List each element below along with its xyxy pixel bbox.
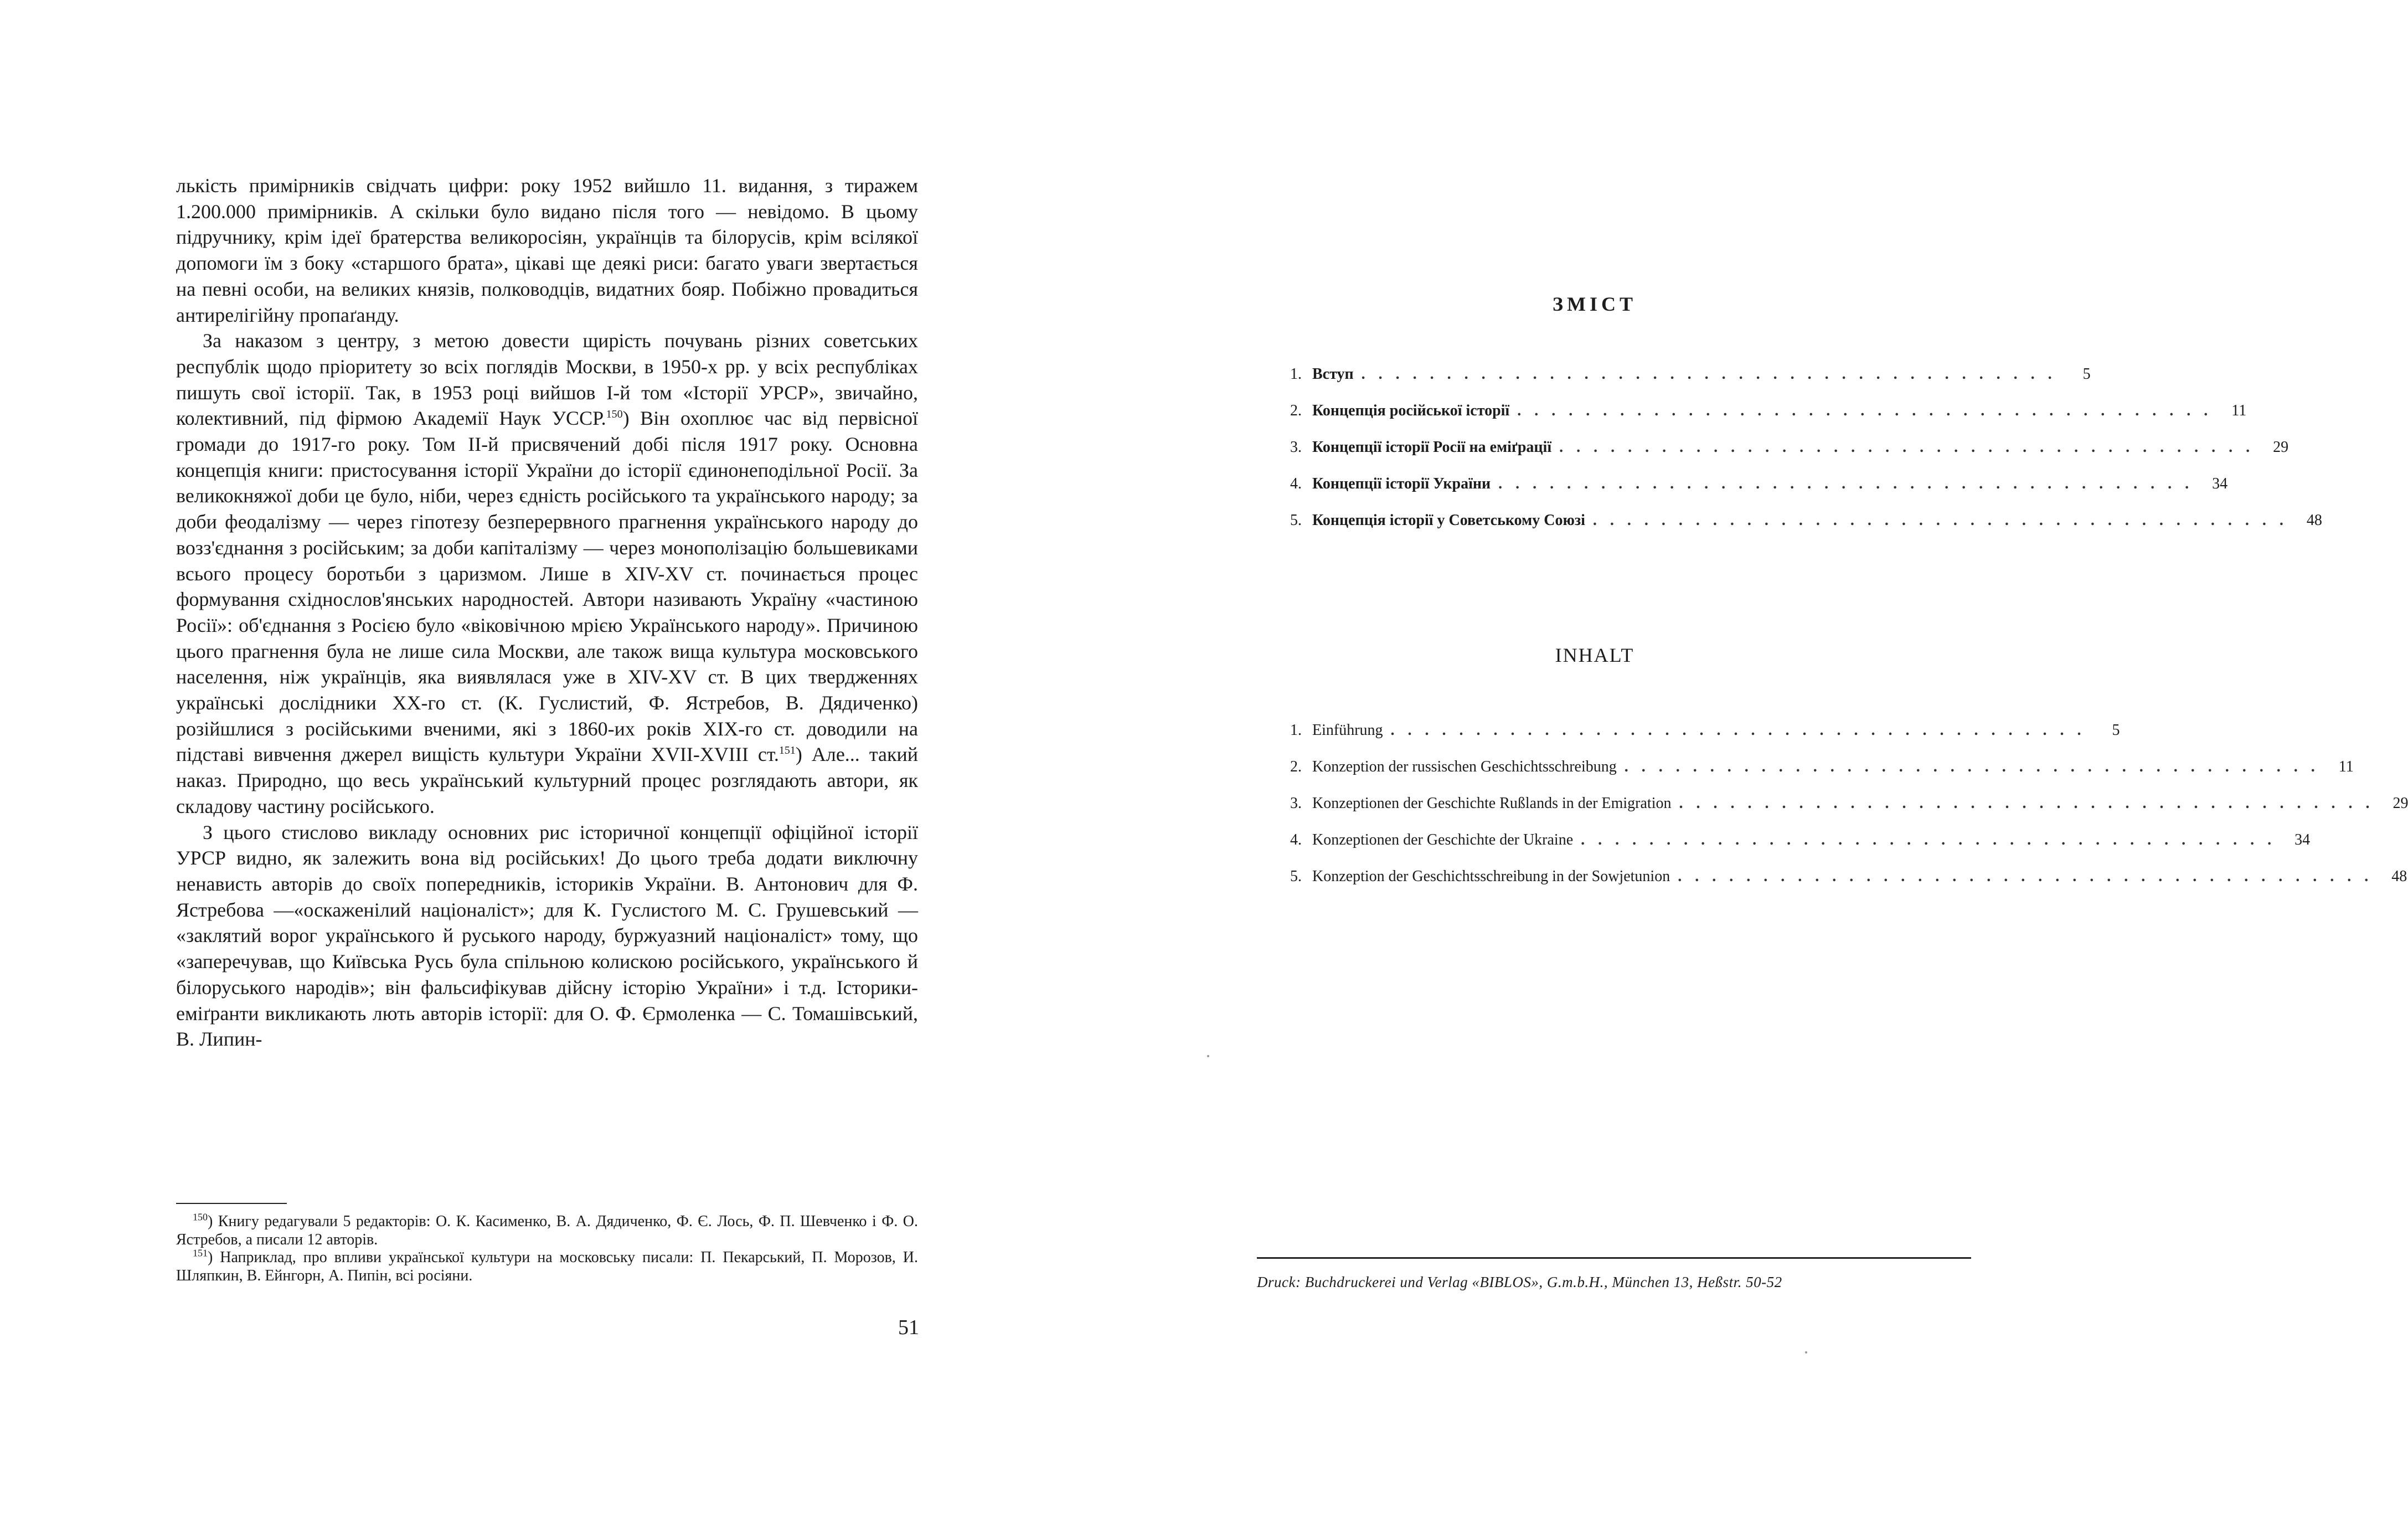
toc-entry <box>1290 758 2354 795</box>
footnote-reference: 151 <box>778 744 796 757</box>
paragraph: лькість примірників свідчать цифри: року 1952 вийшло 11. видання, з тиражем 1.200.000 примірників. А скільки було видано після того — невідомо. В цьому підручнику, крім ідеї братерства великоросіян, українців та білорусів, крім всілякої допомоги їм з боку «старшого брата», цікаві ще деякі риси: багато уваги звертається на певні особи, на великих князів, полководців, видатних бояр. Побіжно провадиться антирелігійну пропаґанду. <box>176 174 918 326</box>
paragraph-text: ) Він охоплює час від первісної громади до 1917-го року. Том ІІ-й присвячений добі після 1917 року. Основна концепція книги: пристосування історії України до історії єдинонеподільної Росії. За великокняжої доби це було, ніби, через єдність російського та українського народу; за доби феодалізму — через гіпотезу безперервного прагнення українського народу до возз'єднання з російським; за доби капіталізму — через монополізацію большевиками всього процесу боротьби з царизмом. Лише в XIV-XV ст. починається процес формування східнослов'янських народностей. Автори називають Україну «частиною Росії»: об'єднання з Росією було «віковічною мрією Українського народу». Причиною цього прагнення була не лише сила Москви, але також вища культура московського населення, ніж українців, яка виявлялася уже в XIV-XV ст. В цих твердженнях українські дослідники XX-го ст. (К. Гуслистий, Ф. Ястребов, В. Дядиченко) розійшлися з російськими вченими, які з 1860-их років XIX-го ст. доводили на підставі вивчення джерел вищість культури України XVII-XVIII ст. <box>176 407 919 766</box>
toc-entry-number: 5. <box>1290 868 1302 885</box>
toc-leader-dots: ......................................... <box>1592 512 2297 529</box>
toc-leader-dots: ......................................... <box>1678 868 2382 885</box>
footnote-number: 151 <box>193 1247 208 1259</box>
printer-imprint: Druck: Buchdruckerei und Verlag «BIBLOS», G.m.b.H., München 13, Heßstr. 50-52 <box>1257 1274 1782 1290</box>
toc-entry-number: 4. <box>1290 831 1302 848</box>
toc-entry-number: 3. <box>1290 795 1302 812</box>
imprint-divider <box>1257 1257 1971 1259</box>
toc-german <box>1290 722 2408 904</box>
toc-entry <box>1290 366 2091 402</box>
toc-entry-label: Konzeptionen der Geschichte der Ukraine <box>1312 831 1574 848</box>
footnote <box>176 1249 918 1285</box>
toc-leader-dots: ......................................... <box>1679 795 2383 812</box>
toc-entry-label: Konzeption der Geschichtsschreibung in der Sowjetunion <box>1312 868 1670 885</box>
footnotes <box>176 1213 918 1285</box>
toc-entry-label: Концепція російської історії <box>1312 402 1510 419</box>
paragraph-text: За наказом з центру, з метою довести щирість почувань різних советських республік щодо пріоритету зо всіх поглядів Москви, в 1950-х рр. у всіх республіках пишуть свої історії. Так, в 1953 році вийшов І-й том «Історії УРСР», звичайно, колективний, під фірмою Академії Наук УССР. <box>176 330 918 430</box>
footnote-number: 150 <box>193 1211 208 1223</box>
paper-speck <box>1207 1055 1209 1057</box>
toc-leader-dots: ......................................... <box>1517 402 2221 419</box>
right-page <box>1063 0 2408 1513</box>
toc-entry-label: Концепції історії Росії на еміґрації <box>1312 439 1552 456</box>
toc-entry-number: 3. <box>1290 439 1302 456</box>
footnote-text: ) Наприклад, про впливи української культури на московську писали: П. Пекарський, П. Морозов, И. Шляпкин, В. Ейнгорн, А. Пипін, всі росіяни. <box>176 1249 918 1284</box>
toc-entry-number: 1. <box>1290 722 1302 739</box>
toc-entry <box>1290 475 2228 512</box>
toc-leader-dots: ......................................... <box>1559 439 2263 456</box>
toc-entry-number: 5. <box>1290 512 1302 529</box>
toc-entry <box>1290 402 2247 439</box>
toc-title-ukrainian: ЗМІСТ <box>1553 293 1637 315</box>
body-text <box>176 173 918 1052</box>
paragraph-text: ) Але... такий наказ. Природно, що весь український культурний процес розглядають автори, як складову частину російського. <box>176 743 918 817</box>
toc-leader-dots: ......................................... <box>1581 831 2285 848</box>
toc-entry <box>1290 831 2311 868</box>
toc-entry-label: Einführung <box>1312 722 1383 739</box>
toc-entry-page: 34 <box>2294 831 2311 848</box>
toc-entry-label: Konzeption der russischen Geschichtsschreibung <box>1312 758 1617 775</box>
toc-leader-dots: ......................................... <box>1361 366 2065 383</box>
toc-entry-number: 2. <box>1290 402 1302 419</box>
toc-entry <box>1290 868 2407 904</box>
toc-entry-page: 48 <box>2391 868 2407 885</box>
toc-entry-page: 5 <box>2082 366 2091 383</box>
toc-entry-label: Вступ <box>1312 366 1354 383</box>
paragraph: З цього стисловo викладу основних рис історичної концепції офіційної історії УРСР видно, як залежить вона від російських! До цього треба додати виключну ненависть авторів до своїх попередників, істориків України. В. Антонович для Ф. Ястребова —«оскаженілий націоналіст»; для К. Гуслистого М. С. Грушевський — «заклятий ворог українського й руського народу, буржуазний націоналіст» тому, що «заперечував, що Київська Русь була спільною колискою російського, українського й білоруського народів»; він фальсифікував дійсну історію України» і т.д. Історики-еміґранти викликають лють авторів історії: для О. Ф. Єрмоленка — С. Томашівський, В. Липин- <box>176 821 918 1051</box>
footnote <box>176 1213 918 1249</box>
toc-entry <box>1290 512 2322 548</box>
toc-entry <box>1290 439 2289 475</box>
toc-leader-dots: ......................................... <box>1390 722 2095 739</box>
paragraph <box>176 328 918 819</box>
paper-speck <box>1805 1351 1807 1354</box>
footnote-text: ) Книгу редагували 5 редакторів: О. К. Касименко, В. А. Дядиченко, Ф. Є. Лось, Ф. П. Шевченко і Ф. О. Ястребов, а писали 12 авторів. <box>176 1213 918 1248</box>
toc-entry-number: 4. <box>1290 475 1302 492</box>
toc-entry-number: 1. <box>1290 366 1302 383</box>
toc-entry-page: 11 <box>2338 758 2354 775</box>
toc-entry-label: Konzeptionen der Geschichte Rußlands in der Emigration <box>1312 795 1672 812</box>
toc-entry-page: 5 <box>2112 722 2120 739</box>
toc-entry-page: 34 <box>2212 475 2228 492</box>
toc-title-german: INHALT <box>1555 644 1634 666</box>
toc-entry-number: 2. <box>1290 758 1302 775</box>
footnote-reference: 150 <box>606 408 623 421</box>
left-page <box>0 0 1063 1513</box>
toc-entry-page: 29 <box>2392 795 2408 812</box>
page-number: 51 <box>898 1316 919 1339</box>
toc-entry-label: Концепція історії у Советському Союзі <box>1312 512 1585 529</box>
toc-entry-page: 11 <box>2231 402 2247 419</box>
toc-entry-page: 29 <box>2273 439 2289 456</box>
footnote-divider <box>176 1203 287 1204</box>
toc-entry-page: 48 <box>2306 512 2322 529</box>
toc-leader-dots: ......................................... <box>1498 475 2203 492</box>
toc-entry-label: Концепції історії України <box>1312 475 1491 492</box>
toc-entry <box>1290 795 2408 831</box>
toc-ukrainian <box>1290 366 2322 548</box>
toc-entry <box>1290 722 2120 758</box>
toc-leader-dots: ......................................... <box>1624 758 2328 775</box>
